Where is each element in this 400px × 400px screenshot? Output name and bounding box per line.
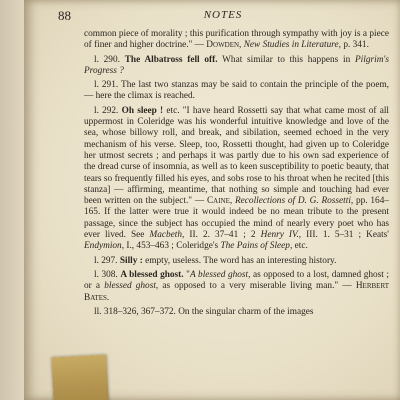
note-ref: l. 292.: [94, 105, 119, 116]
note-work-henry: Henry IV.,: [260, 230, 302, 241]
note-text-e: I., 453–463 ; Coleridge's: [124, 241, 221, 252]
continuation-text: common piece of morality ; this purification through sympathy with joy is a piece of finer and higher doctrine." —: [84, 29, 389, 51]
note-318: [84, 307, 389, 318]
note-quote-1: A blessed ghost,: [189, 269, 251, 280]
continuation-paragraph: [84, 29, 389, 52]
note-lemma: Silly :: [119, 255, 143, 266]
note-text-b: pp. 164–165. If the latter were true it would indeed be no mean tribute to the present passage, since the subject has occupied the mind of nearly every poet who has ever lived. See: [84, 196, 389, 241]
note-work-endymion: Endymion,: [84, 241, 125, 252]
note-290: [84, 55, 389, 78]
note-292: [84, 106, 389, 253]
bookmark-strip: [51, 355, 109, 400]
note-quote-2: blessed ghost,: [104, 281, 159, 292]
page-body: [84, 29, 389, 320]
note-text-c: as opposed to a very miserable living man." —: [158, 281, 352, 292]
note-text-d: III. 1. 5–31 ; Keats': [301, 230, 389, 241]
note-text: On the singular charm of the images: [178, 306, 314, 317]
note-text: ": [186, 269, 190, 280]
note-lemma: The Albatross fell off.: [124, 54, 218, 65]
continuation-page-ref: p. 341.: [341, 40, 369, 51]
note-source: Recollections of D. G. Rossetti,: [234, 196, 354, 207]
book-page: [24, 0, 400, 400]
page-header: [58, 8, 388, 26]
note-lemma: Oh sleep !: [121, 105, 164, 116]
note-title: Pilgrim's Progress ?: [84, 54, 390, 76]
note-ref: l. 291.: [94, 80, 119, 91]
note-308: [84, 270, 389, 304]
note-297: [84, 256, 389, 267]
note-work-pains-of-sleep: The Pains of Sleep,: [220, 241, 293, 252]
note-ref: l. 308.: [94, 269, 118, 280]
note-author: Caine,: [206, 196, 233, 207]
running-head: NOTES: [203, 9, 243, 21]
note-lemma: A blessed ghost.: [120, 269, 184, 280]
note-text-b: as opposed to a lost, damned ghost ; or a: [84, 269, 389, 292]
continuation-author: Dowden,: [206, 40, 242, 51]
note-ref: ll. 318–326, 367–372.: [94, 306, 176, 317]
note-text: etc. "I have heard Rossetti say that what came most of all uppermost in Coleridge was his wonderful intuitive knowledge and love of the sea, whose billowy roll, and break, and sibilation, seemed echoed in the very mechanism of his verse. Sleep, too, Rossetti thought, had given up to Coleridge her utmost secrets ; and perhaps it was partly due to his own sad experience of the dread curse of insomnia, as well as to keen susceptibility to poetic beauty, that tears so frequently filled his eyes, and sobs rose to his throat when he recited [this stanza] — affirming, meantime, that nothing so simple and touching had ever been written on the subject." —: [84, 105, 389, 207]
note-291: [84, 80, 389, 103]
note-text: What similar to this happens in: [222, 54, 355, 65]
note-text-f: etc.: [292, 241, 308, 252]
note-author: Herbert Bates.: [84, 281, 389, 303]
continuation-source: New Studies in Literature,: [243, 40, 341, 51]
page-number: 88: [58, 8, 71, 23]
note-work-macbeth: Macbeth,: [149, 230, 185, 241]
note-ref: l. 290.: [94, 54, 120, 65]
note-text: empty, useless. The word has an interesting history.: [145, 255, 337, 266]
note-text-c: II. 2. 37–41 ; 2: [184, 230, 261, 241]
note-text: The last two stanzas may be said to contain the principle of the poem, — here the climax is reached.: [84, 80, 389, 102]
note-ref: l. 297.: [94, 255, 118, 266]
